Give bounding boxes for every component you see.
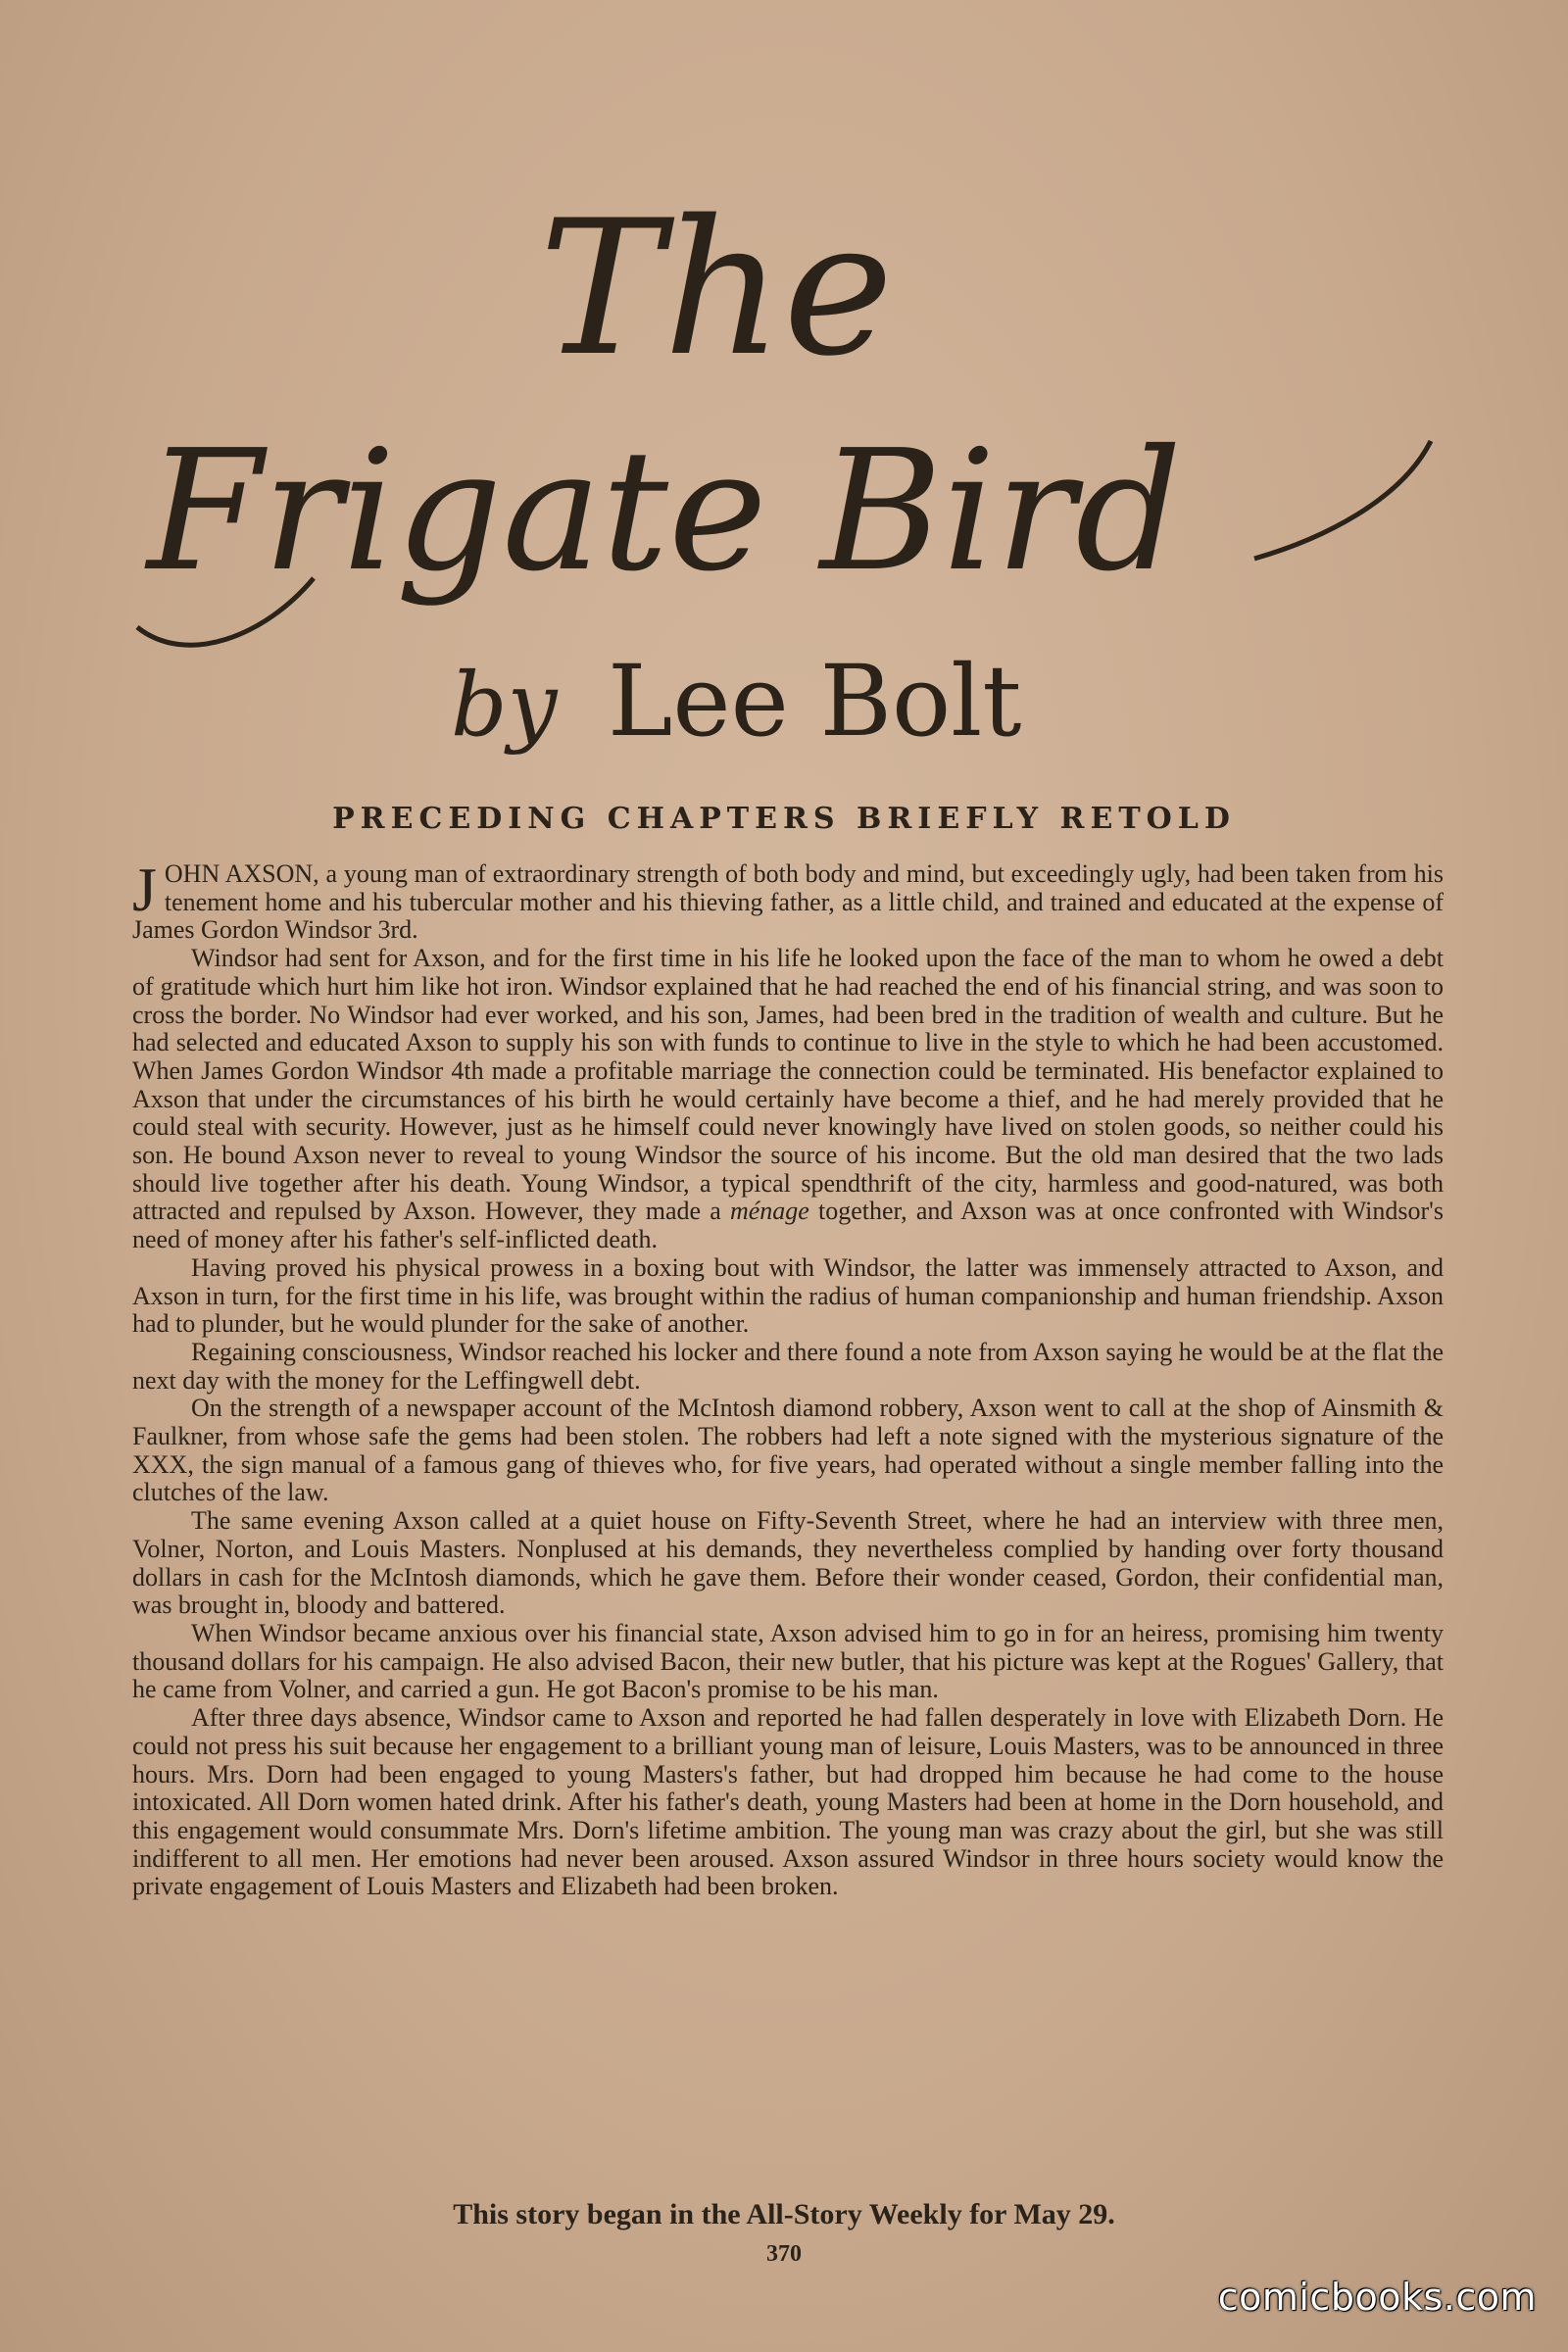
paragraph-5: On the strength of a newspaper account of the McIntosh diamond robbery, Axson went to call at the shop of Ainsmith & Faulkner, from whose safe the gems had been stolen. The robbers had left a note signed with the mysterious signature of the XXX, the sign manual of a famous gang of thieves who, for five years, had operated without a single member falling into the clutches of the law. [132,1394,1444,1507]
drop-cap: J [132,855,157,924]
paragraph-1-text: OHN AXSON, a young man of extraordinary strength of both body and mind, but exceedingly ugly, had been taken from his tenement home and his tubercular mother and his thieving father, as a little child, and trained and educated at the expense of James Gordon Windsor 3rd. [132,859,1444,945]
synopsis-text [132,855,1444,1901]
story-title [127,206,1450,755]
paragraph-3: Having proved his physical prowess in a boxing bout with Windsor, the latter was immensely attracted to Axson, and Axson in turn, for the first time in his life, was brought within the radius of human companionship and human friendship. Axson had to plunder, but he would plunder for the sake of another. [132,1252,1444,1339]
paragraph-2-text-a: Windsor had sent for Axson, and for the first time in his life he looked upon the face of the man to whom he owed a debt of gratitude which hurt him like hot iron. Windsor explained that he had reached the end of his financial string, and was soon to cross the border. No Windsor had ever worked, and his son, James, had been bred in the tradition of wealth and culture. But he had selected and educated Axson to supply his son with funds to continue to live in the style to which he had been accustomed. When James Gordon Windsor 4th made a profitable marriage the connection could be terminated. His benefactor explained to Axson that under the circumstances of his birth he would certainly have become a thief, and he had merely provided that he could steal with security. However, just as he himself could never knowingly have lived on stolen goods, so neither could his son. He bound Axson never to reveal to young Windsor the source of his income. But the old man desired that the two lads should live together after his death. Young Windsor, a typical spendthrift of the city, harmless and good-natured, was both attracted and repulsed by Axson. However, they made a [132,944,1444,1226]
byline-prefix: by [451,654,558,755]
title-line-the: The [539,206,894,397]
title-flourish-right [1254,441,1431,559]
paragraph-6: The same evening Axson called at a quiet house on Fifty-Seventh Street, where he had an interview with three men, Volner, Norton, and Louis Masters. Nonplused at his demands, they nevertheless complied by handing over forty thousand dollars in cash for the McIntosh diamonds, which he gave them. Before their wonder ceased, Gordon, their confidential man, was brought in, bloody and battered. [132,1506,1444,1620]
paragraph-2-italic: ménage [729,1197,809,1226]
paragraph-2-text-b: together, and Axson was at once confronted with Windsor's need of money after his father's self-inflicted death. [132,1197,1444,1254]
author-name: Lee Bolt [608,644,1022,755]
paragraph-4: Regaining consciousness, Windsor reached his locker and there found a note from Axson saying he would be at the flat the next day with the money for the Leffingwell debt. [132,1337,1444,1395]
section-heading: PRECEDING CHAPTERS BRIEFLY RETOLD [332,802,1236,836]
watermark: comicbooks.com [1217,2276,1537,2319]
title-line-frigate-bird: Frigate Bird [147,415,1183,609]
page-number: 370 [766,2241,802,2267]
paragraph-2 [132,945,1444,1254]
continuation-note: This story began in the All-Story Weekly for May 29. [453,2198,1115,2230]
paragraph-7: When Windsor became anxious over his financial state, Axson advised him to go in for an heiress, promising him twenty thousand dollars for his campaign. He also advised Bacon, their new butler, that his picture was kept at the Rogues' Gallery, that he came from Volner, and carried a gun. He got Bacon's promise to be his man. [132,1618,1444,1704]
paragraph-1 [132,855,1444,945]
paragraph-8: After three days absence, Windsor came to Axson and reported he had fallen desperately in love with Elizabeth Dorn. He could not press his suit because her engagement to a brilliant young man of leisure, Louis Masters, was to be announced in three hours. Mrs. Dorn had been engaged to young Masters's father, but had dropped him because he had come to the house intoxicated. All Dorn women hated drink. After his father's death, young Masters had been at home in the Dorn household, and this engagement would consummate Mrs. Dorn's lifetime ambition. The young man was crazy about the girl, but she was still indifferent to all men. Her emotions had never been aroused. Axson assured Windsor in three hours society would know the private engagement of Louis Masters and Elizabeth had been broken. [132,1703,1444,1901]
